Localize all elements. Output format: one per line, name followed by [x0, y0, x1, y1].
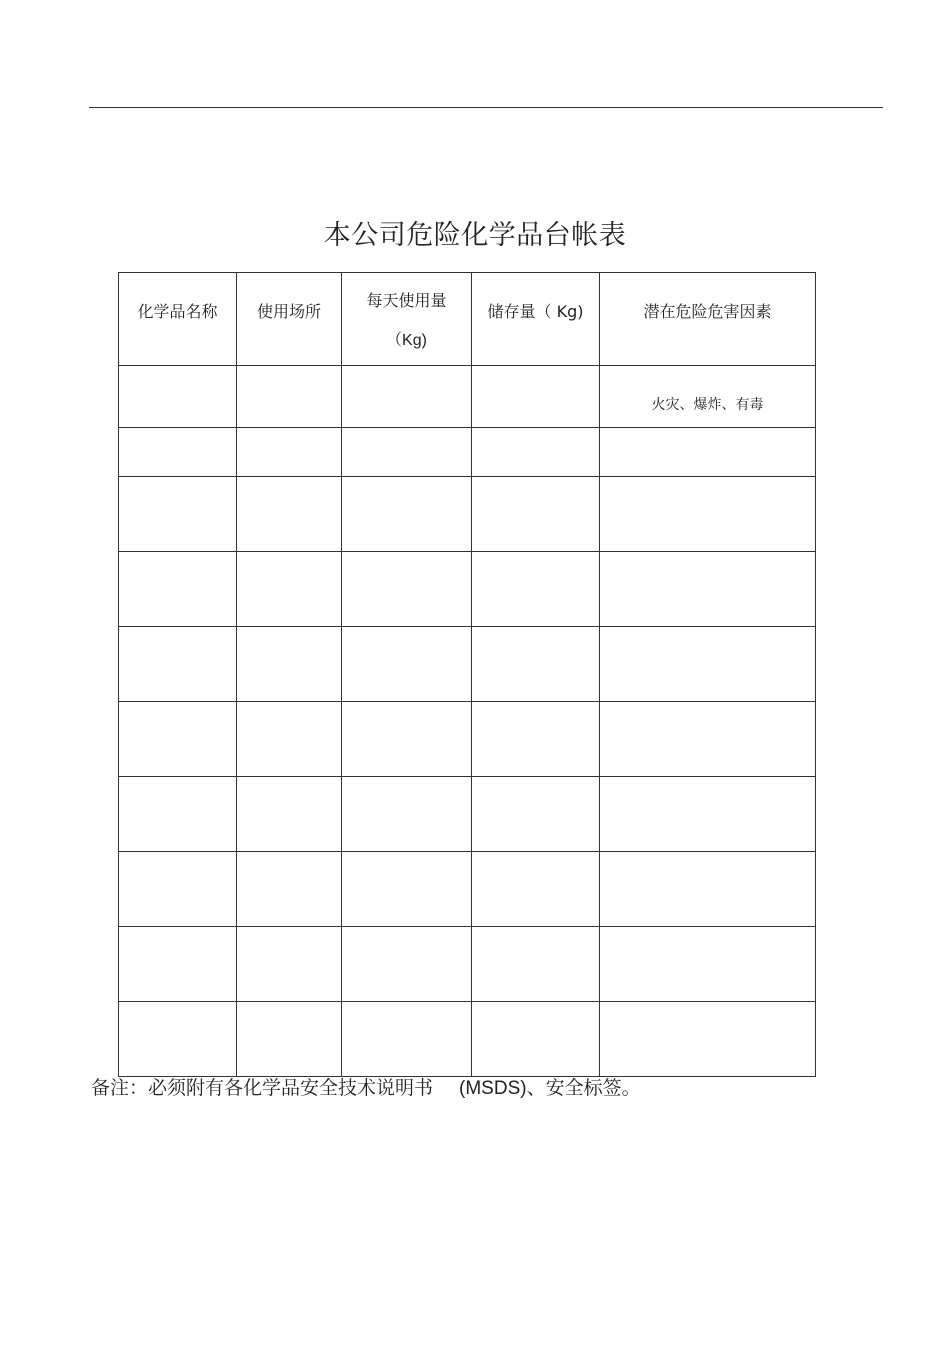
header-chemical-name: 化学品名称 — [119, 273, 237, 366]
table-cell — [600, 428, 816, 477]
table-row — [119, 627, 816, 702]
table-cell — [119, 852, 237, 927]
table-cell — [119, 1002, 237, 1077]
table-row — [119, 552, 816, 627]
table-row — [119, 366, 816, 428]
table-cell — [342, 627, 472, 702]
table-cell-hazard — [600, 366, 816, 428]
table-cell — [119, 428, 237, 477]
table-cell — [472, 1002, 600, 1077]
table-cell — [119, 552, 237, 627]
table-header-row — [119, 273, 816, 366]
table-cell — [237, 627, 342, 702]
table-cell — [119, 477, 237, 552]
table-cell — [342, 366, 472, 428]
header-daily-usage-label: 每天使用量 — [366, 291, 447, 310]
table-cell — [600, 777, 816, 852]
table-cell — [600, 1002, 816, 1077]
footnote — [91, 1073, 641, 1100]
hazard-text: 火灾、爆炸、有毒 — [651, 396, 764, 413]
table-row — [119, 777, 816, 852]
table-cell — [237, 1002, 342, 1077]
table-cell — [472, 852, 600, 927]
footnote-msds: (MSDS) — [459, 1078, 527, 1099]
header-daily-usage-unit: （Kg) — [386, 332, 427, 349]
table-cell — [600, 927, 816, 1002]
table-cell — [472, 627, 600, 702]
table-cell — [600, 852, 816, 927]
table-cell — [472, 428, 600, 477]
table-cell — [342, 927, 472, 1002]
page-title: 本公司危险化学品台帐表 — [323, 220, 627, 251]
table-cell — [342, 428, 472, 477]
table-cell — [119, 627, 237, 702]
table-cell — [342, 777, 472, 852]
table-cell — [237, 852, 342, 927]
table-cell — [119, 927, 237, 1002]
table-row — [119, 477, 816, 552]
table-cell — [600, 477, 816, 552]
table-cell — [237, 552, 342, 627]
footnote-tail: 、安全标签。 — [526, 1077, 641, 1099]
table-row — [119, 702, 816, 777]
table-cell — [472, 927, 600, 1002]
header-daily-usage — [342, 273, 472, 366]
table-cell — [342, 1002, 472, 1077]
chemical-ledger-table — [118, 272, 816, 1077]
table-cell — [600, 627, 816, 702]
table-cell — [237, 777, 342, 852]
table-cell — [237, 428, 342, 477]
table-row — [119, 927, 816, 1002]
table-cell — [342, 477, 472, 552]
table-row — [119, 428, 816, 477]
table-row — [119, 1002, 816, 1077]
table-cell — [600, 552, 816, 627]
footnote-text: 备注：必须附有各化学品安全技术说明书 — [91, 1077, 434, 1099]
table-cell — [119, 777, 237, 852]
table-cell — [342, 702, 472, 777]
header-hazard-factors: 潜在危险危害因素 — [600, 273, 816, 366]
header-storage-amount: 储存量（ Kg) — [472, 273, 600, 366]
table-cell — [472, 477, 600, 552]
header-rule — [89, 107, 883, 108]
table-cell — [237, 366, 342, 428]
table-cell — [342, 552, 472, 627]
table-cell — [472, 777, 600, 852]
table-cell — [119, 702, 237, 777]
table-cell — [472, 366, 600, 428]
table-cell — [237, 702, 342, 777]
table-cell — [237, 927, 342, 1002]
table-cell — [600, 702, 816, 777]
table-cell — [119, 366, 237, 428]
table-cell — [472, 552, 600, 627]
table-cell — [237, 477, 342, 552]
table-cell — [472, 702, 600, 777]
header-usage-place: 使用场所 — [237, 273, 342, 366]
table-row — [119, 852, 816, 927]
table-cell — [342, 852, 472, 927]
